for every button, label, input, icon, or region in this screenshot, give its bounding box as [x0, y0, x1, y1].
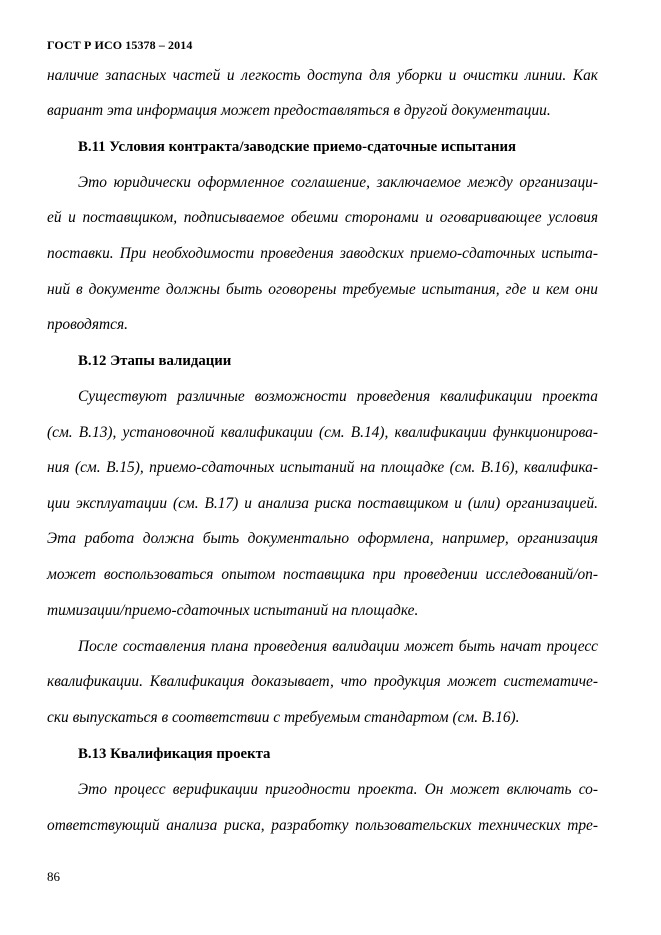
paragraph-line: ний в документе должны быть оговорены требуемые испытания, где и кем они	[47, 281, 598, 298]
paragraph-line: ции эксплуатации (см. В.17) и анализа риска поставщиком и (или) организацией.	[47, 495, 598, 512]
paragraph-line: может воспользоваться опытом поставщика при проведении исследований/оп-	[47, 566, 598, 583]
paragraph-line: (см. В.13), установочной квалификации (см. В.14), квалификации функционирова-	[47, 424, 598, 441]
paragraph-line: После составления плана проведения валидации может быть начат процесс	[78, 638, 598, 655]
paragraph-line: Это процесс верификации пригодности проекта. Он может включать со-	[78, 781, 598, 798]
paragraph-line: поставки. При необходимости проведения заводских приемо-сдаточных испыта-	[47, 245, 598, 262]
paragraph-line: ски выпускаться в соответствии с требуемым стандартом (см. В.16).	[47, 709, 520, 726]
paragraph-line: ответствующий анализа риска, разработку пользовательских технических тре-	[47, 817, 598, 834]
paragraph-line: вариант эта информация может предоставляться в другой документации.	[47, 102, 551, 119]
section-heading-b13: В.13 Квалификация проекта	[78, 746, 271, 762]
document-header: ГОСТ Р ИСО 15378 – 2014	[47, 38, 193, 52]
paragraph-line: проводятся.	[47, 316, 128, 333]
paragraph-line: Эта работа должна быть документально оформлена, например, организация	[47, 530, 598, 547]
paragraph-line: Это юридически оформленное соглашение, заключаемое между организаци-	[78, 174, 598, 191]
paragraph-line: тимизации/приемо-сдаточных испытаний на площадке.	[47, 602, 419, 619]
section-heading-b11: В.11 Условия контракта/заводские приемо-сдаточные испытания	[78, 139, 517, 155]
paragraph-line: Существуют различные возможности проведения квалификации проекта	[78, 388, 598, 405]
paragraph-line: ния (см. В.15), приемо-сдаточных испытаний на площадке (см. В.16), квалифика-	[47, 459, 598, 476]
page-number: 86	[47, 869, 60, 884]
section-heading-b12: В.12 Этапы валидации	[78, 353, 232, 369]
paragraph-line: квалификации. Квалификация доказывает, что продукция может систематиче-	[47, 673, 598, 690]
paragraph-line: наличие запасных частей и легкость доступа для уборки и очистки линии. Как	[47, 67, 598, 84]
paragraph-line: ей и поставщиком, подписываемое обеими сторонами и оговаривающее условия	[47, 209, 598, 226]
